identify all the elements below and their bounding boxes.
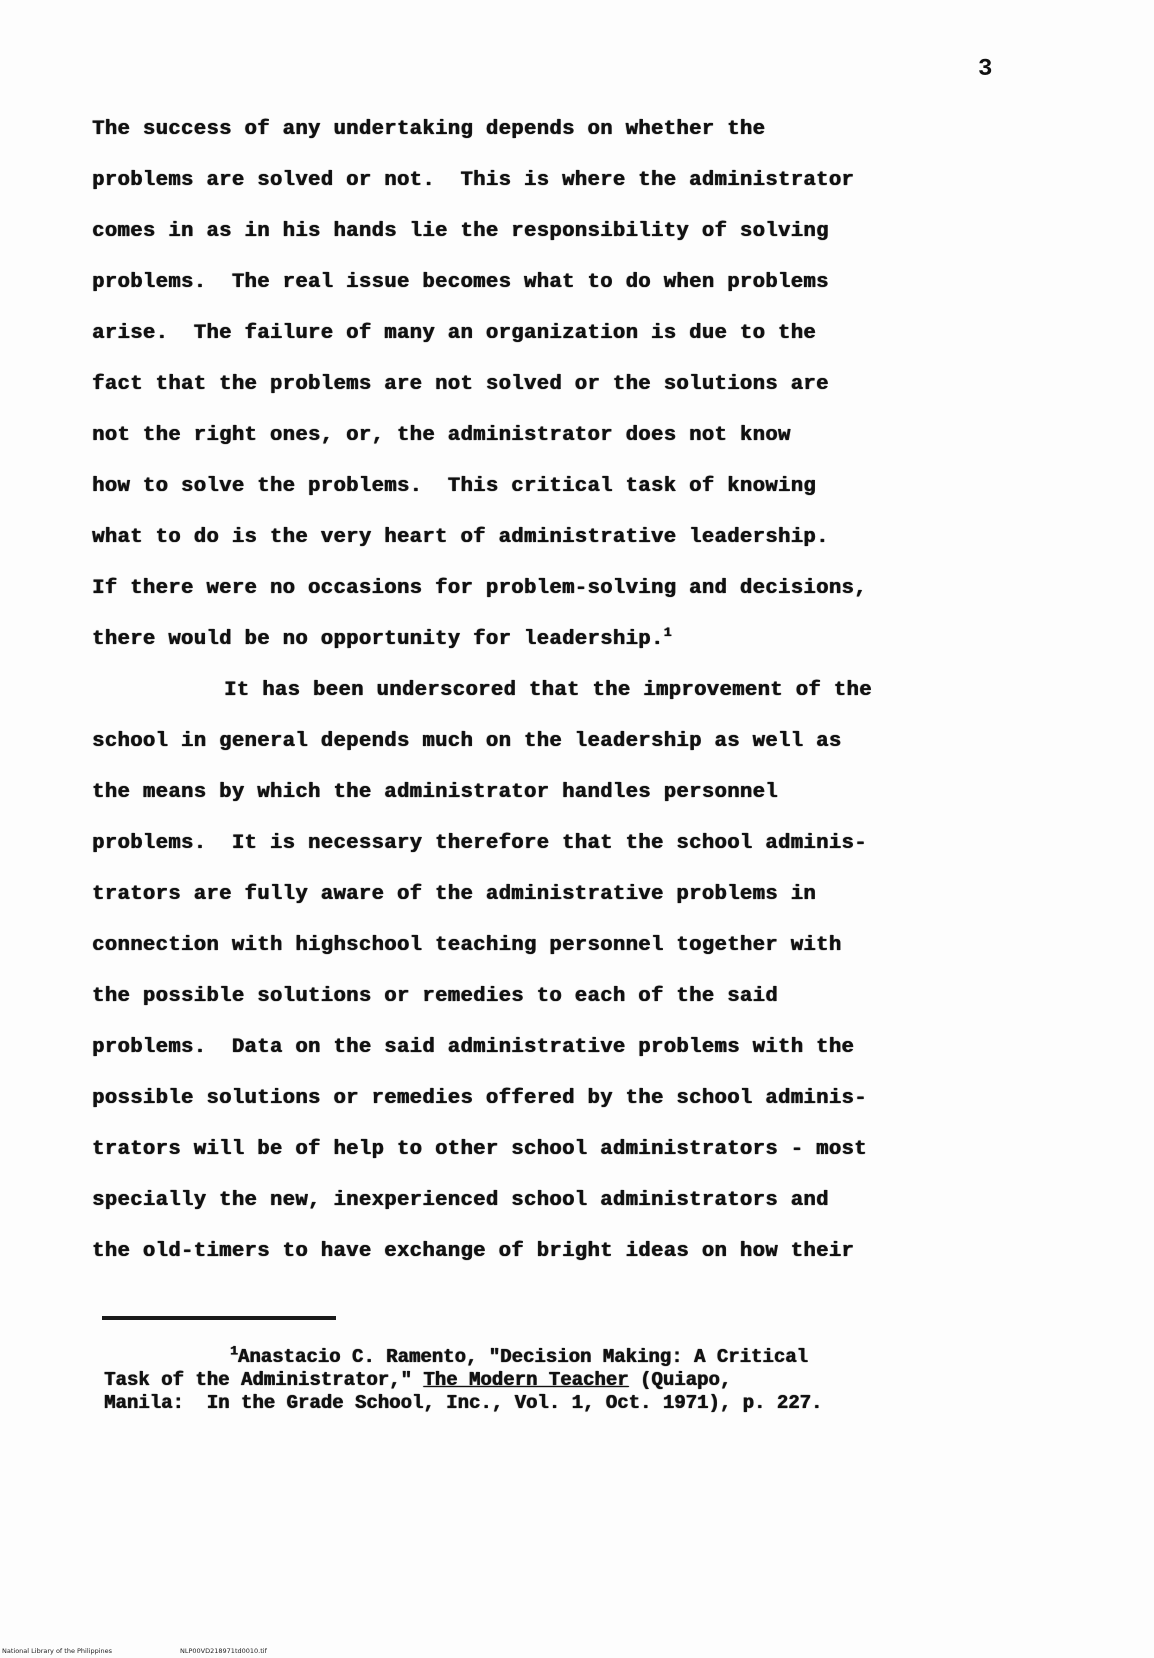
text-line: If there were no occasions for problem-solving and decisions, xyxy=(92,577,867,600)
text-line-with-footnote xyxy=(92,614,1052,665)
scan-footer xyxy=(0,1646,1154,1658)
footnote-publication-title: The Modern Teacher xyxy=(423,1369,629,1391)
text-line: the means by which the administrator handles personnel xyxy=(92,781,778,804)
text-line: possible solutions or remedies offered by the school adminis- xyxy=(92,1087,867,1110)
text-line: fact that the problems are not solved or the solutions are xyxy=(92,373,829,396)
footnote-line xyxy=(104,1343,1064,1369)
text-line: The success of any undertaking depends on whether the xyxy=(92,118,766,141)
text-line: specially the new, inexperienced school administrators and xyxy=(92,1189,829,1212)
text-line: the possible solutions or remedies to each of the said xyxy=(92,985,778,1008)
footnote-line xyxy=(104,1369,1064,1392)
text-line: how to solve the problems. This critical task of knowing xyxy=(92,475,817,498)
footer-file-name: NLP00VD218971td0010.tif xyxy=(180,1647,267,1655)
paragraph-first-line: It has been underscored that the improvement of the xyxy=(224,679,872,702)
footnote-marker: 1 xyxy=(230,1343,238,1359)
footnote xyxy=(104,1343,1064,1415)
footer-library-name: National Library of the Philippines xyxy=(2,1647,113,1655)
footnote-reference: 1 xyxy=(663,625,672,641)
text-line: problems. The real issue becomes what to do when problems xyxy=(92,271,829,294)
text-line: school in general depends much on the leadership as well as xyxy=(92,730,842,753)
text-line: the old-timers to have exchange of bright ideas on how their xyxy=(92,1240,855,1263)
page-number: 3 xyxy=(978,56,993,83)
text-line: connection with highschool teaching personnel together with xyxy=(92,934,842,957)
text-line: not the right ones, or, the administrator does not know xyxy=(92,424,791,447)
text-line: trators will be of help to other school administrators - most xyxy=(92,1138,867,1161)
footnote-text: (Quiapo, xyxy=(628,1369,732,1391)
footnote-divider xyxy=(102,1316,336,1320)
text-line: arise. The failure of many an organization is due to the xyxy=(92,322,817,345)
footnote-line: Manila: In the Grade School, Inc., Vol. 1, Oct. 1971), p. 227. xyxy=(104,1392,823,1414)
footnote-line-text: Anastacio C. Ramento, "Decision Making: A Critical xyxy=(237,1346,808,1368)
text-line: problems. It is necessary therefore that the school adminis- xyxy=(92,832,867,855)
text-line: problems. Data on the said administrative problems with the xyxy=(92,1036,855,1059)
text-line-content: there would be no opportunity for leadership. xyxy=(92,628,664,651)
text-line: what to do is the very heart of administrative leadership. xyxy=(92,526,829,549)
text-line: comes in as in his hands lie the responsibility of solving xyxy=(92,220,829,243)
text-line: trators are fully aware of the administrative problems in xyxy=(92,883,817,906)
footnote-text: Task of the Administrator," xyxy=(104,1369,424,1391)
text-line: problems are solved or not. This is where the administrator xyxy=(92,169,855,192)
body-text xyxy=(92,104,1052,1277)
